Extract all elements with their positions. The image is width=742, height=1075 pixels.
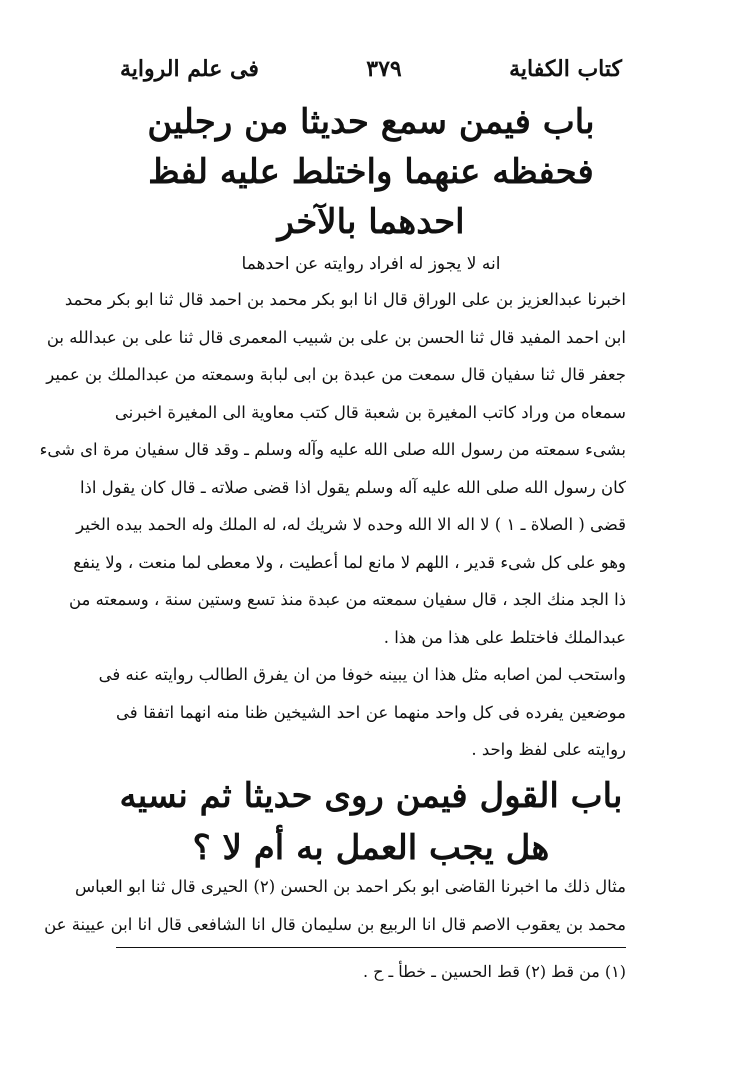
- chapter-title-line: باب القول فيمن روى حديثا ثم نسيه: [119, 776, 623, 816]
- section-title: فى علم الرواية: [120, 56, 259, 82]
- text-line: واستحب لمن اصابه مثل هذا ان يبينه خوفا من ان يفرق الطالب روايته عنه فى: [98, 665, 626, 684]
- text-line: ذا الجد منك الجد ، قال سفيان سمعته من عبدة منذ تسع وستين سنة ، وسمعته من: [69, 590, 626, 609]
- chapter-title-line: باب فيمن سمع حديثا من رجلين: [147, 102, 595, 142]
- text-line: اخبرنا عبدالعزيز بن على الوراق قال انا ابو بكر محمد بن احمد قال ثنا ابو بكر محمد: [64, 290, 626, 309]
- text-line: سمعاه من وراد كاتب المغيرة بن شعبة قال كتب معاوية الى المغيرة اخبرنى: [114, 402, 626, 422]
- text-line: وهو على كل شىء قدير ، اللهم لا مانع لما أعطيت ، ولا معطى لما منعت ، ولا ينفع: [73, 552, 626, 572]
- footnote-divider: [116, 947, 626, 948]
- chapter-title-line: هل يجب العمل به أم لا ؟: [192, 828, 550, 868]
- footnote: (١) من قط (٢) قط الحسين ـ خطأ ـ ح .: [362, 962, 626, 981]
- chapter-title-1: [60, 98, 682, 246]
- text-line: ابن احمد المفيد قال ثنا الحسن بن على بن شبيب المعمرى قال ثنا على بن عبدالله بن: [46, 327, 626, 347]
- body-text-2: [44, 868, 626, 943]
- chapter-subtitle: انه لا يجوز له افراد روايته عن احدهما: [241, 254, 501, 274]
- book-title: كتاب الكفاية: [509, 56, 622, 82]
- body-text-1: [39, 281, 626, 769]
- chapter-title-line: احدهما بالآخر: [277, 202, 465, 242]
- page-number: ٣٧٩: [366, 56, 402, 82]
- text-line: محمد بن يعقوب الاصم قال انا الربيع بن سليمان قال انا الشافعى قال انا ابن عيينة عن: [44, 914, 626, 934]
- chapter-title-line: فحفظه عنهما واختلط عليه لفظ: [148, 152, 594, 192]
- text-line: قضى ( الصلاة ـ ١ ) لا اله الا الله وحده لا شريك له، له الملك وله الحمد بيده الخير: [76, 515, 626, 534]
- text-line: جعفر قال ثنا سفيان قال سمعت من عبدة بن ابى لبابة وسمعته من عبدالملك بن عمير: [46, 365, 626, 384]
- text-line: مثال ذلك ما اخبرنا القاضى ابو بكر احمد بن الحسن (٢) الحيرى قال ثنا ابو العباس: [74, 877, 626, 896]
- text-line: موضعين يفرده فى كل واحد منهما عن احد الشيخين ظنا منه انهما اتفقا فى: [116, 702, 626, 722]
- text-line: عبدالملك فاختلط على هذا من هذا .: [383, 627, 626, 647]
- text-line: كان رسول الله صلى الله عليه آله وسلم يقول اذا قضى صلاته ـ قال كان يقول اذا: [79, 477, 626, 497]
- chapter-title-2: [60, 772, 682, 872]
- text-line: روايته على لفظ واحد .: [471, 740, 626, 759]
- text-line: بشىء سمعته من رسول الله صلى الله عليه وآله وسلم ـ وقد قال سفيان مرة اى شىء: [39, 440, 626, 459]
- running-header: [120, 52, 622, 86]
